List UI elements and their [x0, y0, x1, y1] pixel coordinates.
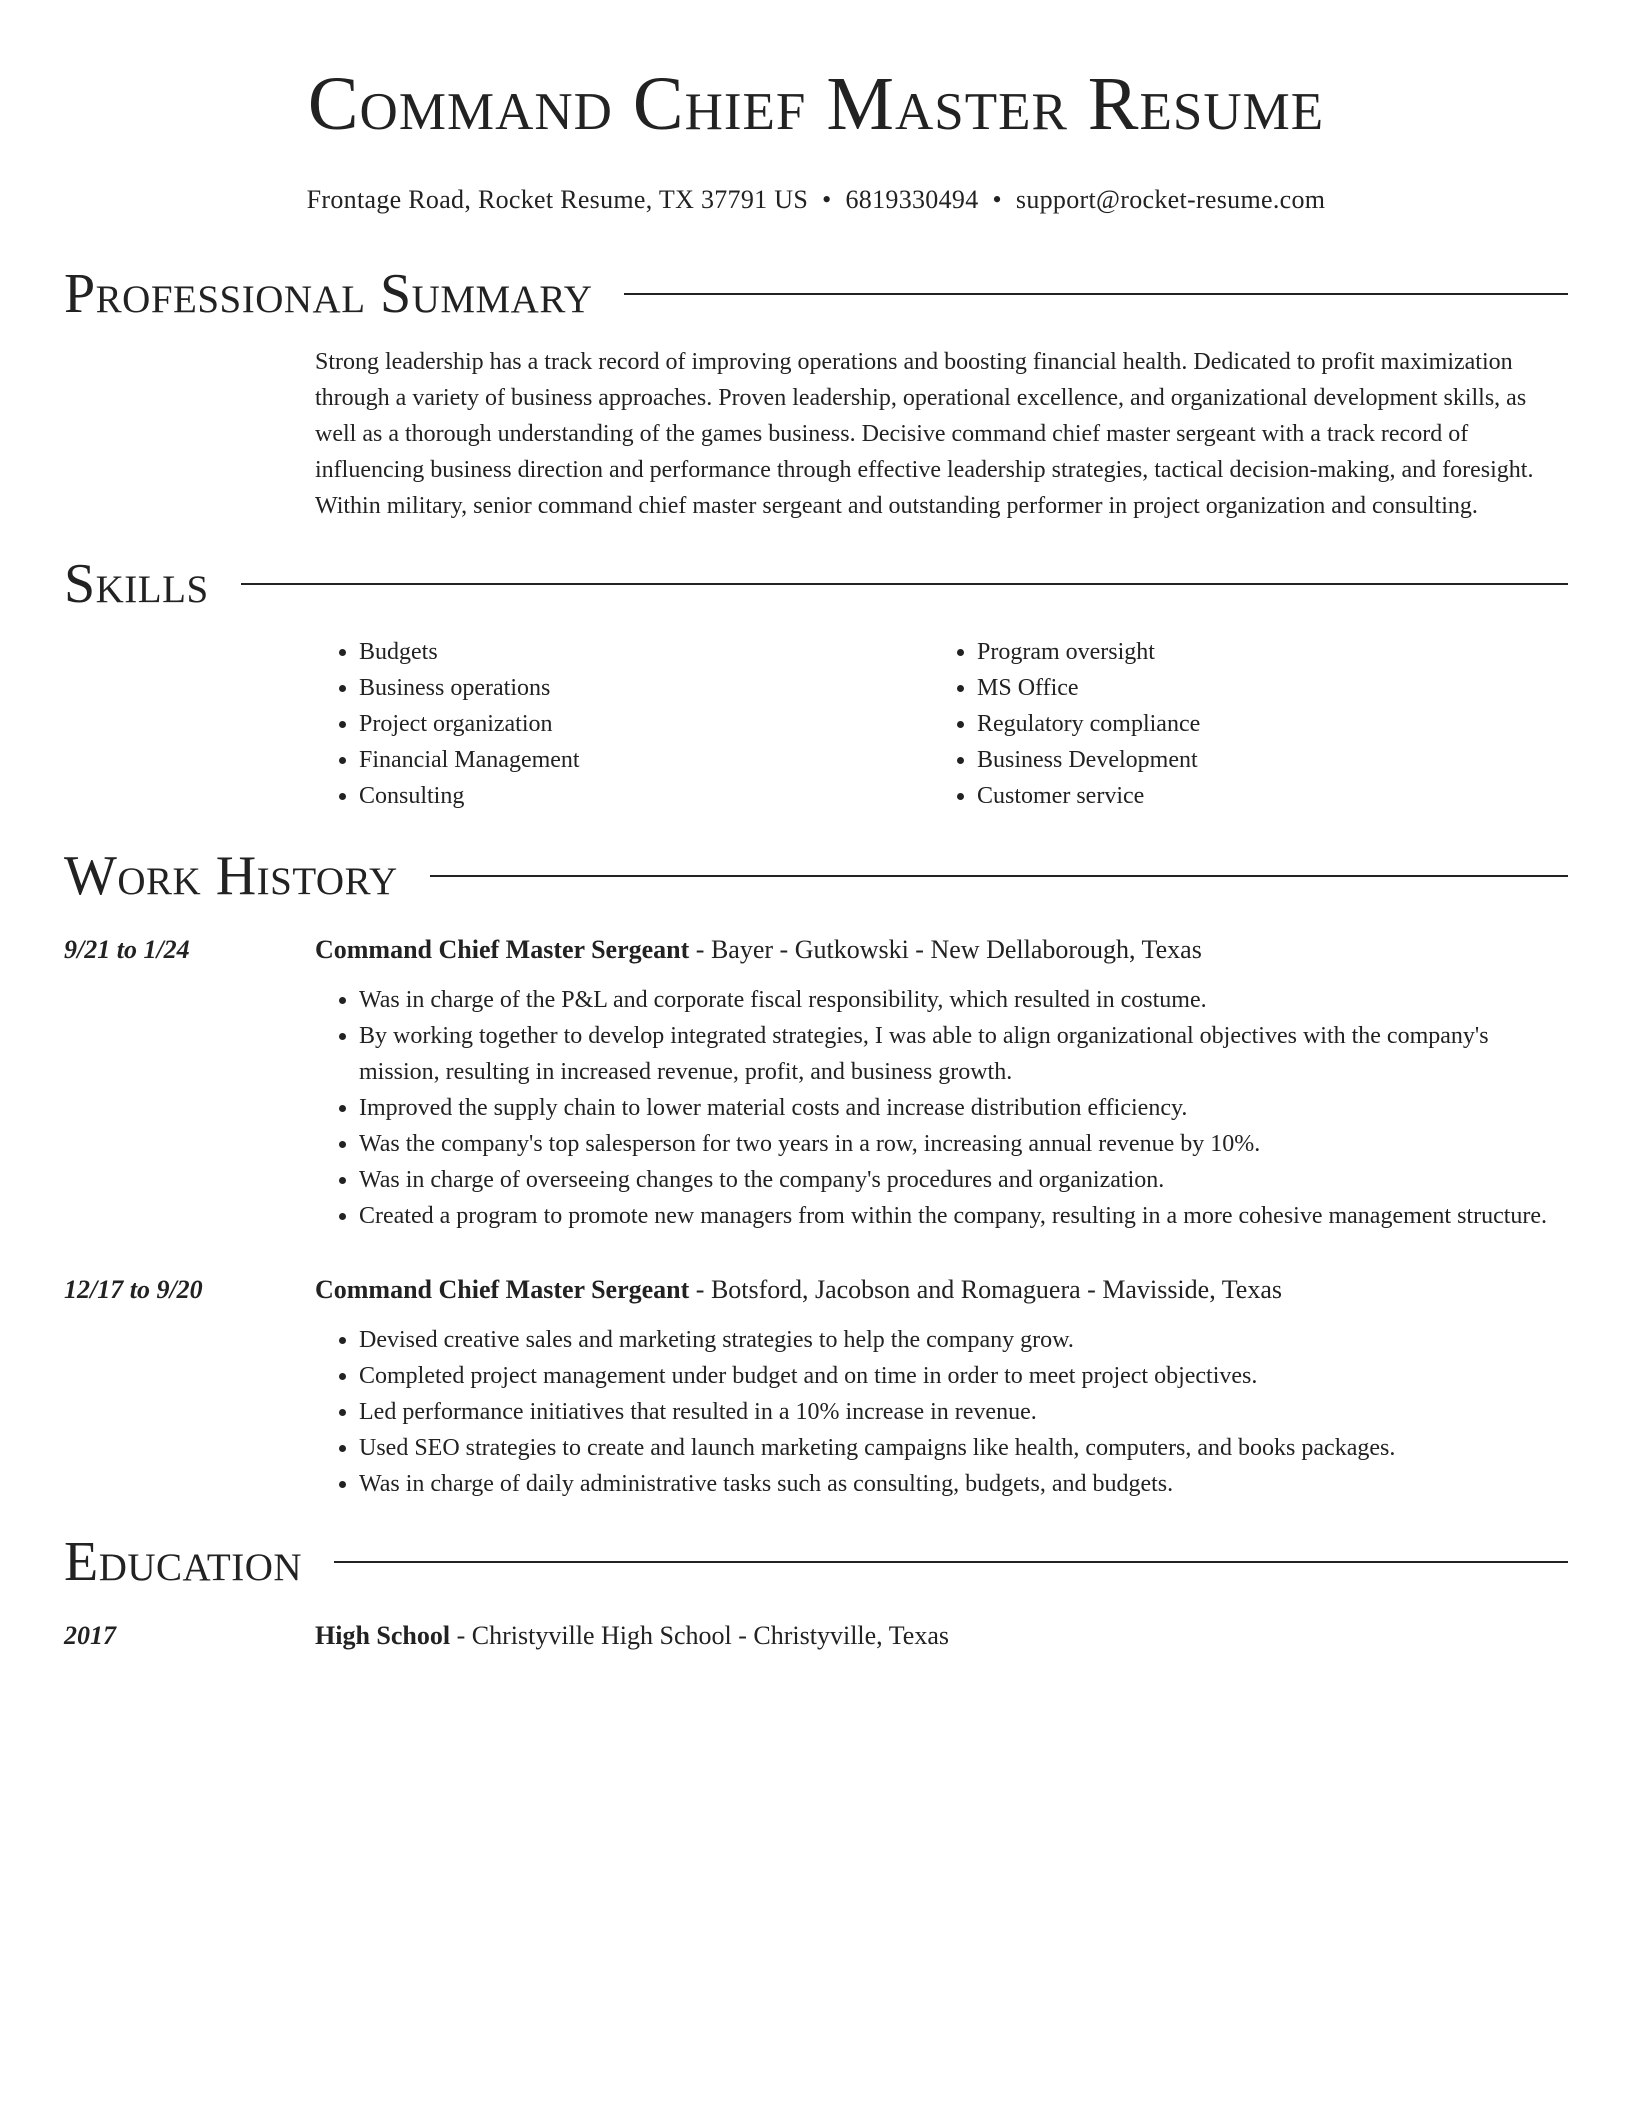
work-bullet: • Used SEO strategies to create and launch marketing campaigns like health, computers, and books packages. — [359, 1430, 1568, 1466]
skill-item: • Budgets — [359, 634, 933, 670]
section-divider — [430, 875, 1568, 877]
section-divider — [624, 293, 1568, 295]
section-divider — [241, 583, 1568, 585]
skill-item: • Project organization — [359, 706, 933, 742]
work-bullets — [315, 1322, 1568, 1502]
education-entry-body — [315, 1618, 1568, 1654]
contact-address: Frontage Road, Rocket Resume, TX 37791 US — [306, 185, 809, 214]
work-entry-body — [315, 1272, 1568, 1502]
skill-item: • Regulatory compliance — [977, 706, 1551, 742]
work-heading — [315, 1272, 1568, 1308]
work-bullet: • Completed project management under budget and on time in order to meet project objectives. — [359, 1358, 1568, 1394]
job-employer-location: - Botsford, Jacobson and Romaguera - Mavisside, Texas — [689, 1275, 1282, 1304]
skills-column-right — [933, 634, 1551, 814]
summary-text: Strong leadership has a track record of improving operations and boosting financial health. Dedicated to profit maximization through a variety of business approaches. Proven leadership, operational excellence, and organizational development skills, as well as a thorough understanding of the games business. Decisive command chief master sergeant with a track record of influencing business direction and performance through effective leadership strategies, tactical decision-making, and foresight. Within military, senior command chief master sergeant and outstanding performer in project organization and consulting. — [315, 349, 1534, 519]
education-entry — [64, 1618, 1568, 1654]
skills-section-title: Skills — [64, 553, 209, 615]
skill-item: • Financial Management — [359, 742, 933, 778]
job-title: Command Chief Master Sergeant — [315, 1275, 690, 1304]
education-year: 2017 — [64, 1621, 116, 1650]
resume-name: Command Chief Master Resume — [307, 62, 1325, 146]
contact-phone: 6819330494 — [845, 185, 979, 214]
work-bullet: • Was the company's top salesperson for two years in a row, increasing annual revenue by 10%. — [359, 1126, 1568, 1162]
work-entry-body — [315, 932, 1568, 1234]
work-bullet: • Devised creative sales and marketing strategies to help the company grow. — [359, 1322, 1568, 1358]
work-dates: 12/17 to 9/20 — [64, 1275, 203, 1304]
summary-section-header — [64, 262, 1568, 326]
education-degree: High School — [315, 1621, 451, 1650]
work-bullet: • By working together to develop integrated strategies, I was able to align organizational objectives with the company's mission, resulting in increased revenue, profit, and business growth. — [359, 1018, 1568, 1090]
work-bullet: • Improved the supply chain to lower material costs and increase distribution efficiency. — [359, 1090, 1568, 1126]
work-dates: 9/21 to 1/24 — [64, 935, 190, 964]
contact-separator: • — [822, 185, 832, 214]
work-section-title: Work History — [64, 845, 398, 907]
work-bullet: • Was in charge of overseeing changes to the company's procedures and organization. — [359, 1162, 1568, 1198]
work-bullet: • Created a program to promote new managers from within the company, resulting in a more cohesive management structure. — [359, 1198, 1568, 1234]
contact-email: support@rocket-resume.com — [1015, 185, 1326, 214]
skill-item: • Consulting — [359, 778, 933, 814]
skills-list — [315, 634, 1568, 814]
skill-item: • MS Office — [977, 670, 1551, 706]
work-heading — [315, 932, 1568, 968]
work-entry — [64, 932, 1568, 1234]
work-bullet: • Was in charge of the P&L and corporate fiscal responsibility, which resulted in costume. — [359, 982, 1568, 1018]
summary-section-title: Professional Summary — [64, 263, 593, 325]
skills-section-header — [64, 552, 1568, 616]
contact-line — [64, 184, 1568, 216]
skill-item: • Business operations — [359, 670, 933, 706]
work-bullets — [315, 982, 1568, 1234]
work-section-header — [64, 844, 1568, 908]
education-section-title: Education — [64, 1531, 303, 1593]
job-employer-location: - Bayer - Gutkowski - New Dellaborough, Texas — [689, 935, 1202, 964]
education-section-header — [64, 1530, 1568, 1594]
work-entry — [64, 1272, 1568, 1502]
work-bullet: • Was in charge of daily administrative tasks such as consulting, budgets, and budgets. — [359, 1466, 1568, 1502]
skill-item: • Program oversight — [977, 634, 1551, 670]
section-divider — [334, 1561, 1568, 1563]
contact-separator: • — [992, 185, 1002, 214]
education-school-location: - Christyville High School - Christyville, Texas — [450, 1621, 949, 1650]
work-bullet: • Led performance initiatives that resulted in a 10% increase in revenue. — [359, 1394, 1568, 1430]
skill-item: • Customer service — [977, 778, 1551, 814]
education-heading — [315, 1618, 1568, 1654]
skill-item: • Business Development — [977, 742, 1551, 778]
skills-column-left — [315, 634, 933, 814]
job-title: Command Chief Master Sergeant — [315, 935, 690, 964]
